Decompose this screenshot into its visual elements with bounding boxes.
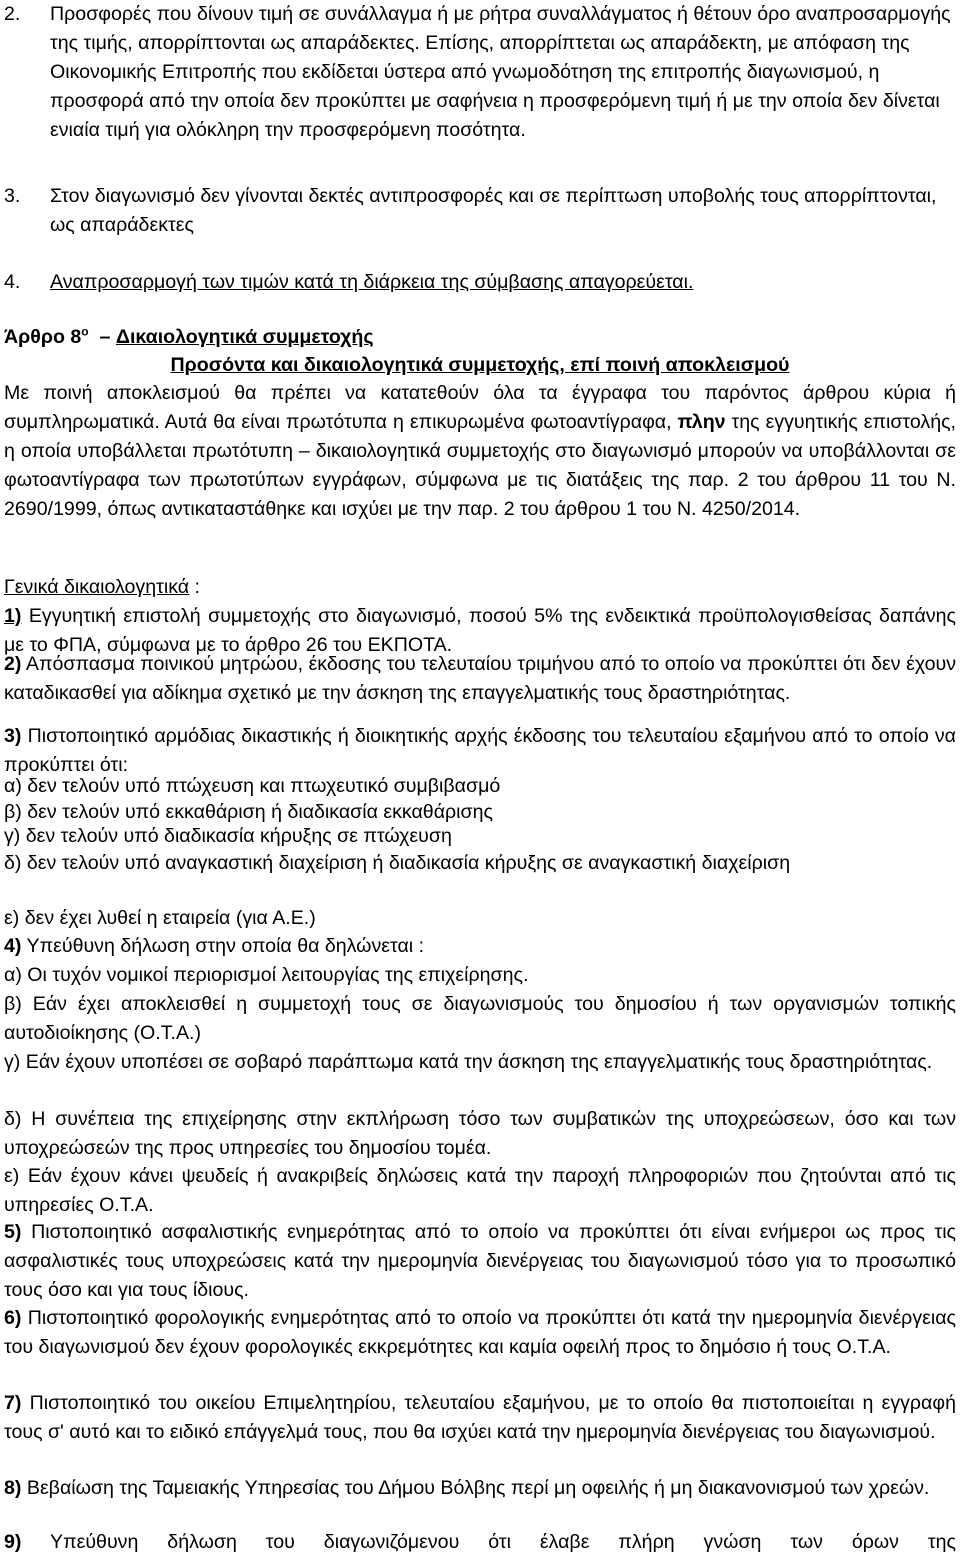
article-paragraph — [4, 379, 956, 524]
doc-4-d: δ) Η συνέπεια της επιχείρησης στην εκπλήρωση τόσο των συμβατικών της υποχρεώσεων, όσο και των υποχρεώσεών της προς υπηρεσίες του δημοσίου τομέα. — [4, 1108, 956, 1159]
doc-1-label: 1) — [4, 605, 22, 627]
doc-4-a: α) Οι τυχόν νομικοί περιορισμοί λειτουργίας της επιχείρησης. — [4, 964, 529, 986]
doc-5-label: 5) — [4, 1221, 22, 1243]
doc-5 — [4, 1218, 956, 1305]
doc-9-label: 9) — [4, 1531, 22, 1553]
article-title-sup: ο — [81, 324, 89, 339]
doc-3-e: ε) δεν έχει λυθεί η εταιρεία (για Α.Ε.) — [4, 907, 316, 929]
doc-4-text: Υπεύθυνη δήλωση στην οποία θα δηλώνεται : — [21, 935, 425, 957]
doc-3-a: α) δεν τελούν υπό πτώχευση και πτωχευτικό συμβιβασμό — [4, 775, 501, 797]
general-heading-colon: : — [189, 576, 200, 598]
doc-4 — [4, 932, 956, 961]
doc-9 — [4, 1528, 956, 1557]
doc-4-c: γ) Εάν έχουν υποπέσει σε σοβαρό παράπτωμα κατά την άσκηση της επαγγελματικής τους δραστηριότητας. — [4, 1051, 933, 1073]
item-3-number: 3. — [4, 185, 21, 207]
article-subtitle: Προσόντα και δικαιολογητικά συμμετοχής, επί ποινή αποκλεισμού — [170, 354, 790, 376]
doc-5-text: Πιστοποιητικό ασφαλιστικής ενημερότητας από το οποίο να προκύπτει ότι είναι ενήμεροι ως προς τις ασφαλιστικές τους υποχρεώσεις κατά την ημερομηνία διενέργειας του διαγωνισμού τόσο για το προσωπικό τους όσο και για τους ίδιους. — [4, 1221, 956, 1301]
article-title: Άρθρο $8^o$ – Δικαιολογητικά συμμετοχής — [4, 324, 374, 348]
doc-4-e: ε) Εάν έχουν κάνει ψευδείς ή ανακριβείς δηλώσεις κατά την παροχή πληροφοριών που ζητούνται από τις υπηρεσίες Ο.Τ.Α. — [4, 1165, 956, 1216]
doc-3-c: γ) δεν τελούν υπό διαδικασία κήρυξης σε πτώχευση — [4, 825, 452, 847]
doc-3-b: β) δεν τελούν υπό εκκαθάριση ή διαδικασία εκκαθάρισης — [4, 801, 493, 823]
doc-6 — [4, 1304, 956, 1362]
doc-7-label: 7) — [4, 1392, 22, 1414]
item-3 — [4, 182, 956, 240]
doc-1-text: Εγγυητική επιστολή συμμετοχής στο διαγωνισμό, ποσού 5% της ενδεικτικά προϋπολογισθείσας δαπάνης με το ΦΠΑ, σύμφωνα με το άρθρο 26 του ΕΚΠΟΤΑ. — [4, 605, 956, 656]
item-4 — [4, 268, 956, 297]
article-title-rest: Δικαιολογητικά συμμετοχής — [115, 326, 374, 348]
item-2 — [4, 0, 956, 145]
item-4-number: 4. — [4, 271, 21, 293]
article-paragraph-bold: πλην — [677, 411, 726, 433]
doc-3-d: δ) δεν τελούν υπό αναγκαστική διαχείριση ή διαδικασία κήρυξης σε αναγκαστική διαχείριση — [4, 852, 791, 874]
doc-3-text: Πιστοποιητικό αρμόδιας δικαστικής ή διοικητικής αρχής έκδοσης του τελευταίου εξαμήνου από το οποίο να προκύπτει ότι: — [4, 725, 956, 776]
doc-4-label: 4) — [4, 935, 22, 957]
doc-3-label: 3) — [4, 725, 22, 747]
item-2-number: 2. — [4, 3, 21, 25]
doc-8-label: 8) — [4, 1477, 22, 1499]
general-heading-text: Γενικά δικαιολογητικά — [4, 576, 190, 598]
doc-2 — [4, 650, 956, 708]
doc-6-label: 6) — [4, 1307, 22, 1329]
article-paragraph-part1: Με ποινή αποκλεισμού θα πρέπει να κατατεθούν όλα τα έγγραφα του παρόντος άρθρου κύρια ή συμπληρωματικά. Αυτά θα είναι πρωτότυπα η επικυρωμένα φωτοαντίγραφα, — [4, 382, 956, 433]
doc-8-text: Βεβαίωση της Ταμειακής Υπηρεσίας του Δήμου Βόλβης περί μη οφειλής ή μη διακανονισμού των χρεών. — [21, 1477, 930, 1499]
item-4-text: Αναπροσαρμογή των τιμών κατά τη διάρκεια της σύμβασης απαγορεύεται. — [50, 271, 694, 293]
doc-2-text: Απόσπασμα ποινικού μητρώου, έκδοσης του τελευταίου τριμήνου από το οποίο να προκύπτει ότι δεν έχουν καταδικασθεί για αδίκημα σχετικό με την άσκηση της επαγγελματικής τους δραστηριότητας. — [4, 653, 956, 704]
doc-6-text: Πιστοποιητικό φορολογικής ενημερότητας από το οποίο να προκύπτει ότι κατά την ημερομηνία διενέργειας του διαγωνισμού δεν έχουν φορολογικές εκκρεμότητες και καμία οφειλή προς το δημόσιο ή τους Ο.Τ.Α. — [4, 1307, 956, 1358]
doc-9-text: Υπεύθυνη δήλωση του διαγωνιζόμενου ότι έλαβε πλήρη γνώση των όρων της — [21, 1531, 956, 1553]
article-paragraph-part2: της εγγυητικής επιστολής, η οποία υποβάλλεται πρωτότυπη – δικαιολογητικά συμμετοχής στο διαγωνισμό μπορούν να υποβάλλονται σε φωτοαντίγραφα των πρωτοτύπων εγγράφων, σύμφωνα με τις διατάξεις της παρ. 2 του άρθρου 11 του Ν. 2690/1999, όπως αντικαταστάθηκε και ισχύει με την παρ. 2 του άρθρου 1 του Ν. 4250/2014. — [4, 411, 956, 520]
doc-8 — [4, 1474, 956, 1503]
item-3-text: Στον διαγωνισμό δεν γίνονται δεκτές αντιπροσφορές και σε περίπτωση υποβολής τους απορρίπτονται, ως απαράδεκτες — [50, 185, 937, 236]
doc-7-text: Πιστοποιητικό του οικείου Επιμελητηρίου, τελευταίου εξαμήνου, με το οποίο θα πιστοποιείται η εγγραφή τους σ' αυτό και το ειδικό επάγγελμά τους, που θα ισχύει κατά την ημερομηνία διενέργειας του διαγωνισμού. — [4, 1392, 956, 1443]
doc-7 — [4, 1389, 956, 1447]
item-2-text: Προσφορές που δίνουν τιμή σε συνάλλαγμα ή με ρήτρα συναλλάγματος ή θέτουν όρο αναπροσαρμογής της τιμής, απορρίπτονται ως απαράδεκτες. Επίσης, απορρίπτεται ως απαράδεκτη, με απόφαση της Οικονομικής Επιτροπής που εκδίδεται ύστερα από γνωμοδότηση της επιτροπής διαγωνισμού, η προσφορά από την οποία δεν προκύπτει με σαφήνεια η προσφερόμενη τιμή ή με την οποία δεν δίνεται ενιαία τιμή για ολόκληρη την προσφερόμενη ποσότητα. — [50, 3, 951, 141]
doc-2-label: 2) — [4, 653, 22, 675]
doc-4-b: β) Εάν έχει αποκλεισθεί η συμμετοχή τους σε διαγωνισμούς του δημοσίου ή των οργανισμών τοπικής αυτοδιοίκησης (Ο.Τ.Α.) — [4, 993, 956, 1044]
article-title-prefix: Άρθρο 8 — [4, 326, 82, 348]
general-heading — [4, 573, 956, 602]
